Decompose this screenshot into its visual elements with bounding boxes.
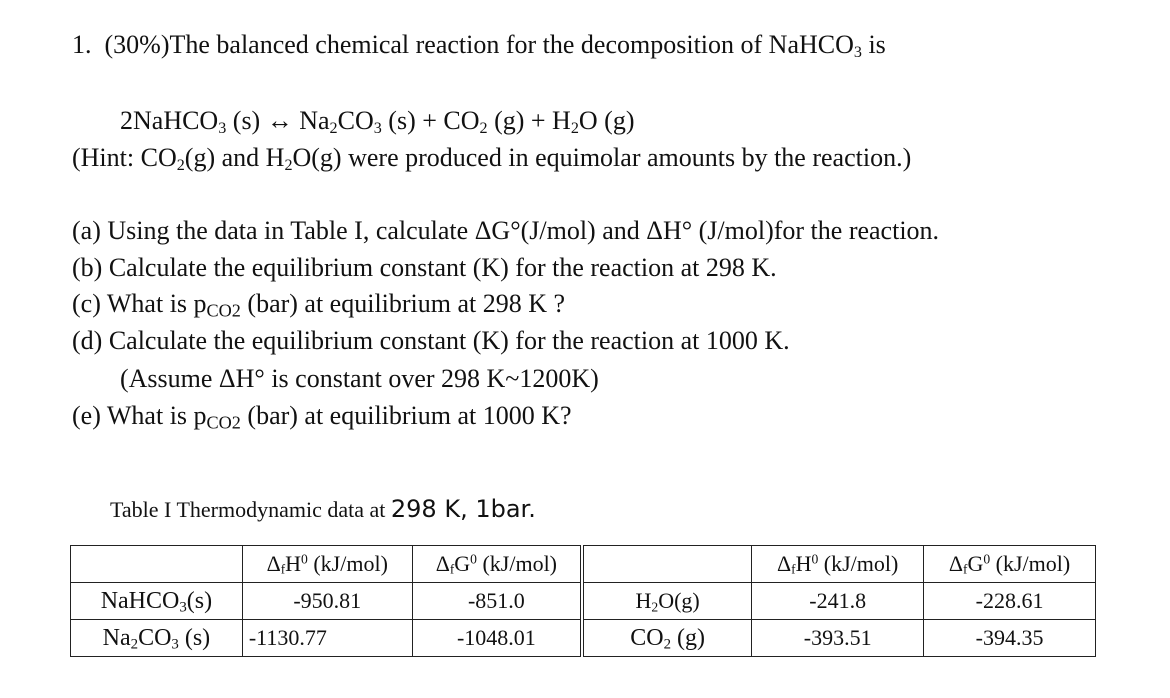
part-d-note: (Assume ΔH° is constant over 298 K~1200K) bbox=[120, 364, 599, 393]
table-header-dH-left: $\Delta_fH^0$ (kJ/mol) bbox=[242, 546, 412, 583]
hint-text: (Hint: $CO_2(g)$ and $H_2O(g)$ were produced in equimolar amounts by the reaction.) bbox=[72, 143, 912, 175]
species-na2co3: $Na_2CO_3$ (s) bbox=[71, 620, 243, 657]
value-dG: -394.35 bbox=[924, 620, 1096, 657]
part-e: (e) What is $p_{CO2}$ (bar) at equilibrium at 1000 K? bbox=[72, 401, 572, 433]
value-dH: -393.51 bbox=[752, 620, 924, 657]
table-header-dH-right: $\Delta_fH^0$ (kJ/mol) bbox=[752, 546, 924, 583]
table-header-dG-left: $\Delta_fG^0$ (kJ/mol) bbox=[412, 546, 582, 583]
value-dG: -1048.01 bbox=[412, 620, 582, 657]
value-dG: -851.0 bbox=[412, 583, 582, 620]
table-row bbox=[71, 583, 1096, 620]
question-number: 1. bbox=[72, 30, 92, 59]
question-weight: (30%) bbox=[104, 30, 170, 59]
thermo-data-table bbox=[70, 545, 1096, 657]
value-dH: -1130.77 bbox=[242, 620, 412, 657]
part-b: (b) Calculate the equilibrium constant (K) for the reaction at 298 K. bbox=[72, 253, 777, 282]
part-c: (c) What is $p_{CO2}$ (bar) at equilibrium at 298 K ? bbox=[72, 289, 566, 321]
part-a: (a) Using the data in Table I, calculate ΔG°(J/mol) and ΔH° (J/mol)for the reaction. bbox=[72, 216, 940, 245]
reaction-equation: 2NaHCO$_3$ (s) ↔ $Na_2CO_3$ $(s) + CO_2$ $(g) + H_2O$ (g) bbox=[120, 106, 635, 138]
table-caption: Table I Thermodynamic data at 298 K, 1bar. bbox=[110, 495, 536, 523]
equilibrium-arrow-icon: ↔ bbox=[266, 106, 293, 135]
species-nahco3: NaHCO$_3$(s) bbox=[71, 583, 243, 620]
table-header-dG-right: $\Delta_fG^0$ (kJ/mol) bbox=[924, 546, 1096, 583]
species-co2: $CO_2$ (g) bbox=[582, 620, 752, 657]
species-h2o: $H_2O(g)$ bbox=[582, 583, 752, 620]
table-header-blank-right bbox=[582, 546, 752, 583]
value-dH: -241.8 bbox=[752, 583, 924, 620]
table-header-blank-left bbox=[71, 546, 243, 583]
question-title: 1. (30%)The balanced chemical reaction for the decomposition of NaHCO$_3$ is bbox=[72, 30, 886, 62]
table-row bbox=[71, 620, 1096, 657]
part-d: (d) Calculate the equilibrium constant (K) for the reaction at 1000 K. bbox=[72, 326, 790, 355]
value-dG: -228.61 bbox=[924, 583, 1096, 620]
value-dH: -950.81 bbox=[242, 583, 412, 620]
table-header-row bbox=[71, 546, 1096, 583]
